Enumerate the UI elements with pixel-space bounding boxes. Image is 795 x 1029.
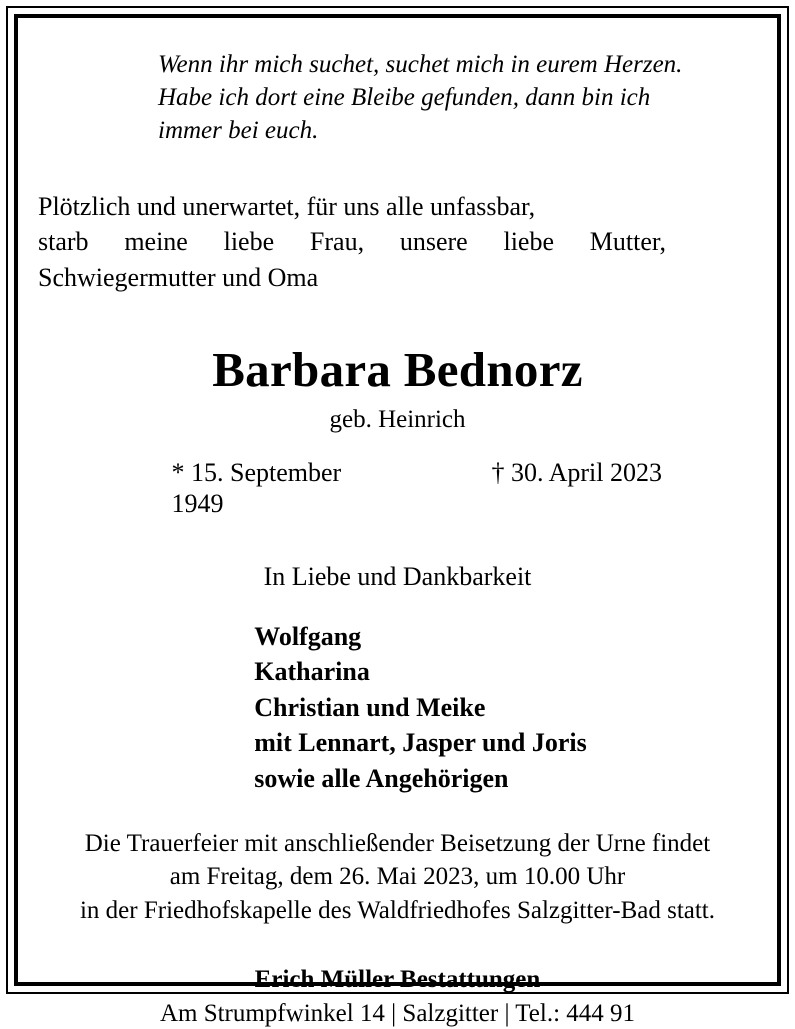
announcement-word: starb <box>38 227 89 257</box>
announcement-paragraph <box>38 189 757 295</box>
epigraph-line-3: immer bei euch. <box>158 117 319 144</box>
service-line-2: am Freitag, dem 26. Mai 2023, um 10.00 Uhr <box>169 863 626 891</box>
obituary-inner-border <box>14 14 781 1028</box>
announcement-word: Mutter, <box>589 227 666 257</box>
announcement-line-3: Schwiegermutter und Oma <box>38 262 319 292</box>
announcement-word: Frau, <box>309 227 365 257</box>
announcement-word: liebe <box>503 227 554 257</box>
dedication-text: In Liebe und Dankbarkeit <box>263 562 532 592</box>
mourners-list <box>208 619 587 797</box>
announcement-line-1: Plötzlich und unerwartet, für uns alle unfassbar, <box>38 192 536 221</box>
epigraph-line-1: Wenn ihr mich suchet, suchet mich in eurem Herzen. <box>158 51 683 78</box>
mourner-line: Wolfgang <box>254 621 362 651</box>
mourner-line: Christian und Meike <box>254 692 486 722</box>
service-line-3: in der Friedhofskapelle des Waldfriedhofes Salzgitter-Bad statt. <box>79 896 716 924</box>
epigraph <box>158 48 757 147</box>
service-details <box>38 827 757 928</box>
announcement-word: unsere <box>399 227 468 257</box>
mourner-line: Katharina <box>254 657 370 687</box>
epigraph-line-2: Habe ich dort eine Bleibe gefunden, dann bin ich <box>158 84 651 111</box>
mourner-line: mit Lennart, Jasper und Joris <box>254 728 587 758</box>
life-dates <box>38 457 757 519</box>
announcement-line-2 <box>38 224 666 259</box>
announcement-word: liebe <box>223 227 275 257</box>
deceased-name: Barbara Bednorz <box>212 342 583 398</box>
mourners-block <box>38 619 757 797</box>
announcement-word: meine <box>124 227 188 257</box>
death-date: † 30. April 2023 <box>491 458 662 488</box>
service-line-1: Die Trauerfeier mit anschließender Beisetzung der Urne findet <box>84 829 711 857</box>
deceased-maiden-name: geb. Heinrich <box>329 406 466 434</box>
obituary-content <box>18 18 777 1028</box>
obituary-outer-border <box>6 6 789 1028</box>
birth-date: * 15. September 1949 <box>171 458 342 519</box>
funeral-home-block <box>38 965 757 1029</box>
funeral-home-name: Erich Müller Bestattungen <box>254 966 541 994</box>
deceased-name-block <box>38 342 757 435</box>
funeral-home-address: Am Strumpfwinkel 14 | Salzgitter | Tel.: 444 91 <box>159 1000 636 1028</box>
mourner-line: sowie alle Angehörigen <box>254 764 509 794</box>
